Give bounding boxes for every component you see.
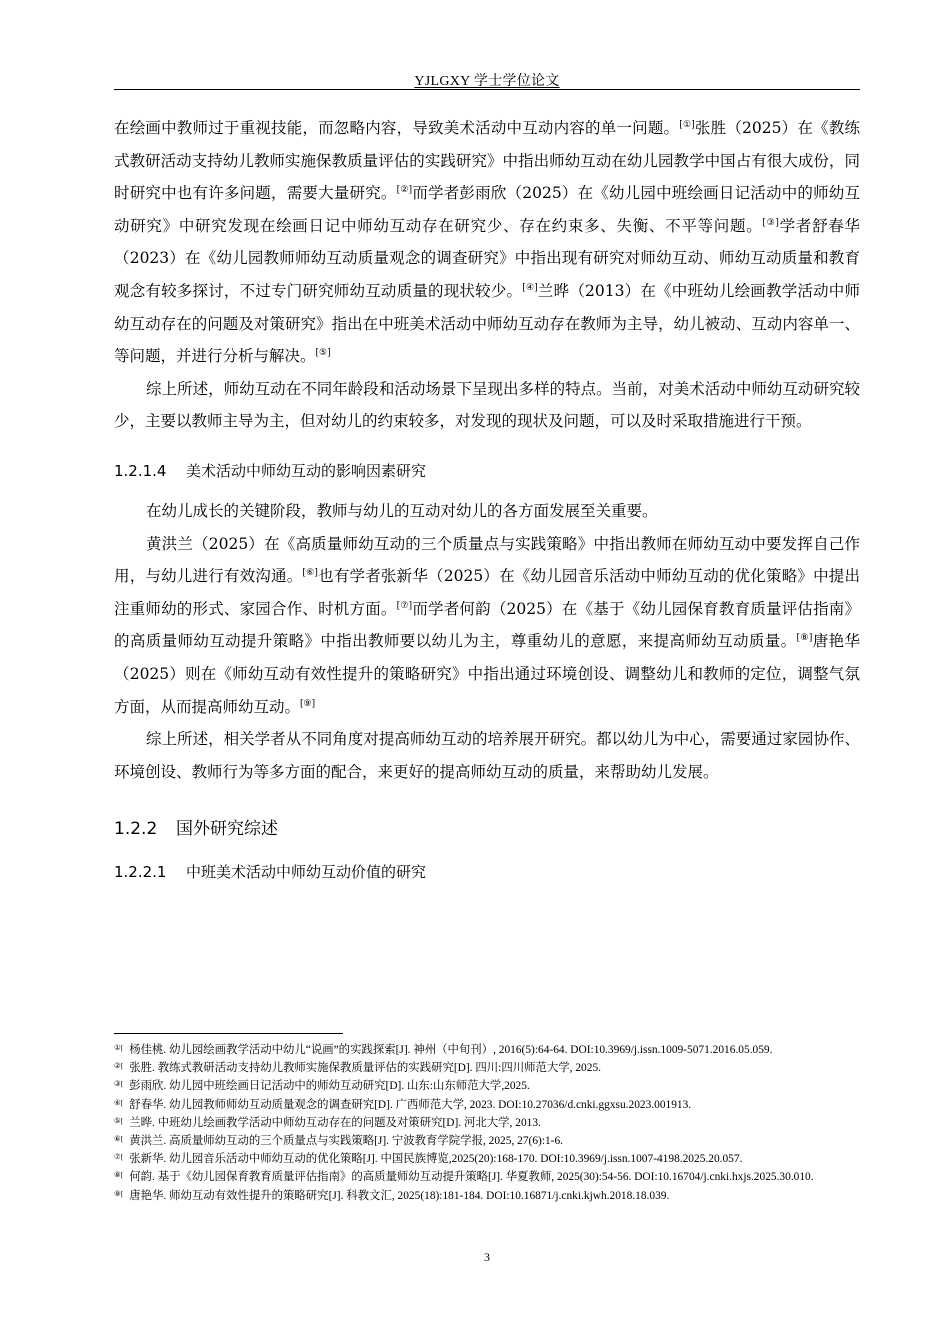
footnote (114, 1131, 860, 1149)
paragraph-literature-review: 在绘画中教师过于重视技能，而忽略内容，导致美术活动中互动内容的单一问题。[①]张胜（2025）在《教练式教研活动支持幼儿教师实施保教质量评估的实践研究》中指出师幼互动在幼儿园教学中国占有很大成份，同时研究中也有许多问题，需要大量研究。[②]而学者彭雨欣（2025）在《幼儿园中班绘画日记活动中的师幼互动研究》中研究发现在绘画日记中师幼互动存在研究少、存在约束多、失衡、不平等问题。[③]学者舒春华（2023）在《幼儿园教师师幼互动质量观念的调查研究》中指出现有研究对师幼互动、师幼互动质量和教育观念有较多探讨，不过专门研究师幼互动质量的现状较少。[④]兰晔（2013）在《中班幼儿绘画教学活动中师幼互动存在的问题及对策研究》指出在中班美术活动中师幼互动存在教师为主导，幼儿被动、互动内容单一、等问题，并进行分析与解决。[⑤] (114, 119, 860, 366)
footnote (114, 1149, 860, 1167)
citation-7: [⑦] (396, 600, 413, 611)
citation-3: [③] (762, 217, 779, 228)
heading-text: 国外研究综述 (176, 819, 278, 840)
footnote-text: 张新华. 幼儿园音乐活动中师幼互动的优化策略[J]. 中国民族博览,2025(20):168-170. DOI:10.3969/j.issn.1007-4198.2025.20.057. (129, 1153, 743, 1166)
citation-6: [⑥] (302, 568, 318, 579)
heading-number: 1.2.2 (114, 819, 158, 840)
heading-text: 中班美术活动中师幼互动价值的研究 (186, 863, 427, 882)
paragraph-influence-factors: 黄洪兰（2025）在《高质量师幼互动的三个质量点与实践策略》中指出教师在师幼互动中要发挥自己作用，与幼儿进行有效沟通。[⑥]也有学者张新华（2025）在《幼儿园音乐活动中师幼互动的优化策略》中提出注重师幼的形式、家园合作、时机方面。[⑦]而学者何韵（2025）在《基于《幼儿园保育教育质量评估指南》的高质量师幼互动提升策略》中指出教师要以幼儿为主，尊重幼儿的意愿，来提高师幼互动质量。[⑧]唐艳华（2025）则在《师幼互动有效性提升的策略研究》中指出通过环境创设、调整幼儿和教师的定位，调整气氛方面，从而提高师幼互动。[⑨] (114, 534, 860, 716)
heading-1-2-2-1 (114, 861, 860, 882)
footnote-mark: ⑦[ (114, 1152, 124, 1162)
header-rule (114, 89, 860, 90)
header-title: YJLGXY 学士学位论文 (414, 74, 560, 89)
running-header (114, 70, 860, 90)
footnote-text: 何韵. 基于《幼儿园保育教育质量评估指南》的高质量师幼互动提升策略[J]. 华夏教师, 2025(30):54-56. DOI:10.16704/j.cnki.hxjs.2025.30.010. (129, 1171, 814, 1184)
page-number: 3 (484, 1250, 490, 1264)
footnote-text: 兰晔. 中班幼儿绘画教学活动中师幼互动存在的问题及对策研究[D]. 河北大学, 2013. (129, 1116, 541, 1129)
footnote-text: 舒春华. 幼儿园教师师幼互动质量观念的调查研究[D]. 广西师范大学, 2023. DOI:10.27036/d.cnki.ggxsu.2023.001913. (129, 1098, 692, 1111)
footnote-mark: ④[ (114, 1097, 124, 1107)
footnote-mark: ⑤[ (114, 1115, 124, 1125)
paragraph-intro: 在幼儿成长的关键阶段，教师与幼儿的互动对幼儿的各方面发展至关重要。 (146, 501, 658, 520)
footnote-text: 彭雨欣. 幼儿园中班绘画日记活动中的师幼互动研究[D]. 山东:山东师范大学,2025. (129, 1080, 530, 1093)
heading-text: 美术活动中师幼互动的影响因素研究 (186, 461, 427, 480)
heading-1-2-1-4 (114, 460, 860, 481)
heading-number: 1.2.1.4 (114, 461, 167, 480)
footnotes (114, 1040, 860, 1204)
citation-1: [①] (679, 120, 695, 130)
footnote-mark: ⑧[ (114, 1170, 124, 1180)
citation-8: [⑧] (796, 633, 813, 644)
citation-5: [⑤] (315, 348, 331, 359)
footnote (114, 1186, 860, 1204)
paragraph-summary-1: 综上所述，师幼互动在不同年龄段和活动场景下呈现出多样的特点。当前，对美术活动中师幼互动研究较少，主要以教师主导为主，但对幼儿的约束较多，对发现的现状及问题，可以及时采取措施进行干预。 (114, 379, 860, 431)
footnote (114, 1040, 860, 1058)
footnote-mark: ①[ (114, 1043, 124, 1052)
footnote-text: 黄洪兰. 高质量师幼互动的三个质量点与实践策略[J]. 宁波教育学院学报, 2025, 27(6):1-6. (129, 1135, 564, 1148)
citation-9: [⑨] (300, 698, 316, 709)
footnote-rule (114, 1033, 343, 1034)
footnote-mark: ②[ (114, 1061, 124, 1071)
footnote (114, 1167, 860, 1185)
citation-4: [④] (522, 282, 538, 293)
heading-number: 1.2.2.1 (114, 863, 167, 882)
citation-2: [②] (396, 185, 413, 196)
paragraph-summary-2: 综上所述，相关学者从不同角度对提高师幼互动的培养展开研究。都以幼儿为中心，需要通过家园协作、环境创设、教师行为等多方面的配合，来更好的提高师幼互动的质量，来帮助幼儿发展。 (114, 730, 860, 781)
heading-1-2-2 (114, 814, 860, 839)
footnote-mark: ⑥[ (114, 1134, 124, 1144)
footnote (114, 1076, 860, 1094)
footnote-text: 张胜. 教练式教研活动支持幼儿教师实施保教质量评估的实践研究[D]. 四川:四川师范大学, 2025. (129, 1062, 601, 1075)
footnote (114, 1058, 860, 1076)
footnote (114, 1113, 860, 1131)
footnote-mark: ③[ (114, 1079, 124, 1089)
footnote-text: 杨佳桃. 幼儿园绘画教学活动中幼儿“说画”的实践探索[J]. 神州（中旬刊）, 2016(5):64-64. DOI:10.3969/j.issn.1009-5071.2016.05.059. (129, 1044, 773, 1056)
page-body (114, 112, 860, 882)
footnote (114, 1095, 860, 1113)
footnote-text: 唐艳华. 师幼互动有效性提升的策略研究[J]. 科教文汇, 2025(18):181-184. DOI:10.16871/j.cnki.kjwh.2018.18.039. (129, 1189, 670, 1202)
footnote-mark: ⑨[ (114, 1188, 124, 1198)
